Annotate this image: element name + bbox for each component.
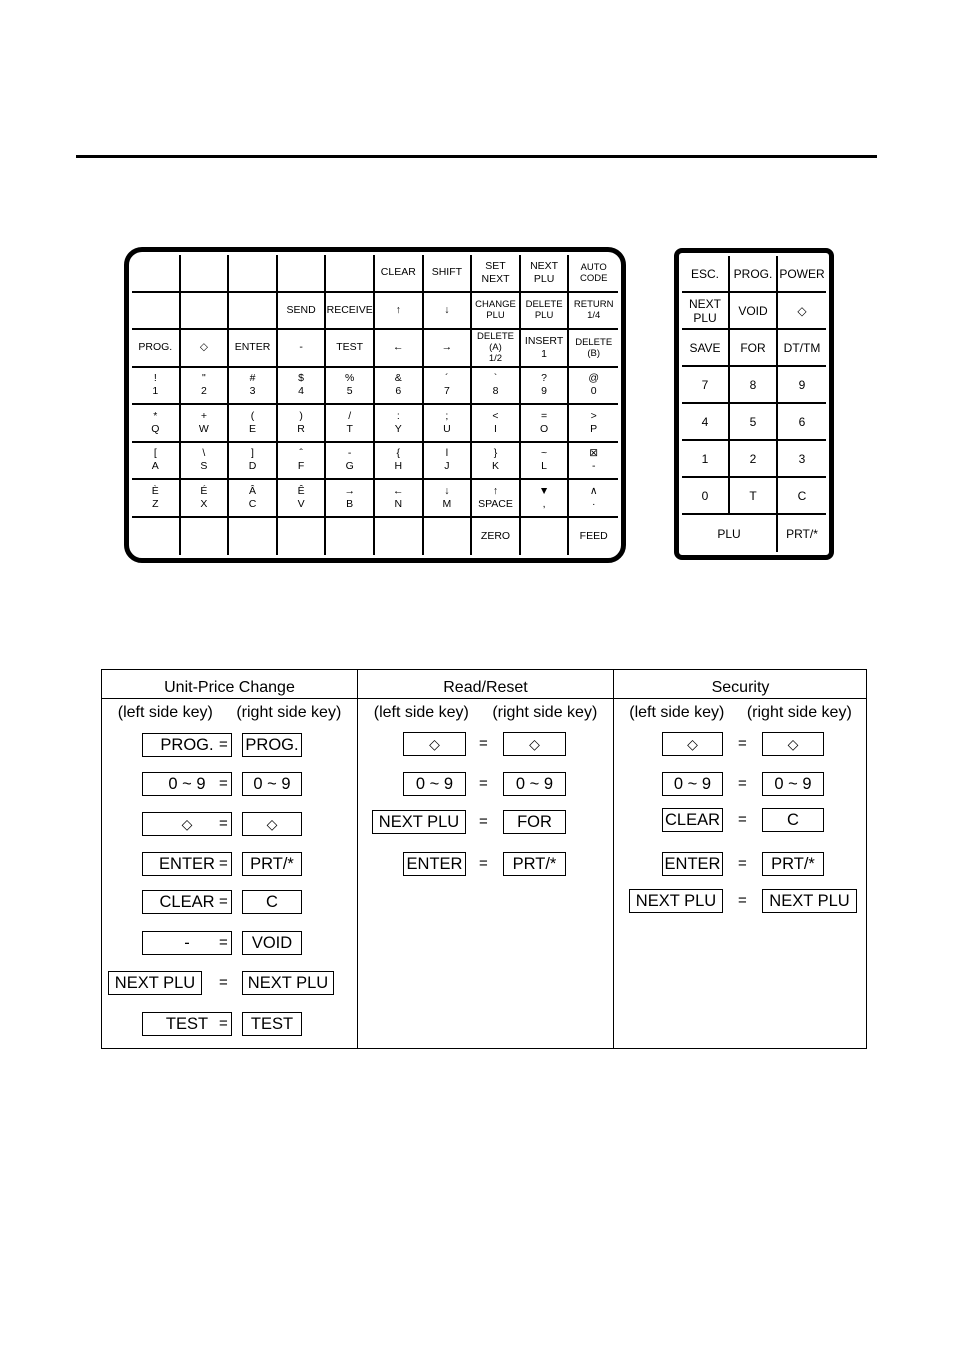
keyboard-key: É X: [181, 480, 230, 518]
keyboard-key: È Z: [132, 480, 181, 518]
column-subheader: [102, 704, 357, 722]
keyboard-key: SEND: [278, 293, 327, 331]
keyboard-key: ] D: [229, 443, 278, 481]
left-key-box: ENTER: [142, 852, 232, 876]
keyboard-key: \ S: [181, 443, 230, 481]
keyboard-key: ← N: [375, 480, 424, 518]
mapping-row: [358, 810, 613, 836]
keyboard-key: [424, 518, 473, 556]
keyboard-key: TEST: [326, 330, 375, 368]
keyboard-key: ` 8: [472, 368, 521, 406]
column-subheader: [614, 704, 867, 722]
keyboard-key: ↓ M: [424, 480, 473, 518]
left-key-box: CLEAR: [142, 890, 232, 914]
left-key-box: -: [142, 931, 232, 955]
left-key-box: 0 ~ 9: [142, 772, 232, 796]
keyboard-key: INSERT 1: [521, 330, 570, 368]
main-keyboard: [124, 247, 626, 563]
keyboard-key: $ 4: [278, 368, 327, 406]
keypad-key: 4: [682, 404, 730, 441]
keyboard-key: ▼ ,: [521, 480, 570, 518]
keyboard-key: ↓: [424, 293, 473, 331]
keyboard-key: ZERO: [472, 518, 521, 556]
left-key-box: ◇: [662, 732, 723, 756]
equals-sign: =: [479, 855, 488, 872]
keyboard-key: * Q: [132, 405, 181, 443]
equals-sign: =: [219, 1015, 228, 1032]
keyboard-key: CLEAR: [375, 255, 424, 293]
right-side-label: (right side key): [492, 704, 598, 721]
right-key-box: NEXT PLU: [762, 889, 857, 913]
left-key-box: ENTER: [662, 852, 723, 876]
mapping-row: [102, 812, 357, 838]
keyboard-key: < I: [472, 405, 521, 443]
right-key-box: 0 ~ 9: [242, 772, 302, 796]
equals-sign: =: [738, 811, 747, 828]
keyboard-key: ˆ F: [278, 443, 327, 481]
keyboard-key: PROG.: [132, 330, 181, 368]
right-key-box: ◇: [503, 732, 566, 756]
keypad-key: ESC.: [682, 256, 730, 293]
keypad-key: PROG.: [730, 256, 778, 293]
keyboard-key: NEXT PLU: [521, 255, 570, 293]
equals-sign: =: [219, 934, 228, 951]
right-key-box: PRT/*: [503, 852, 566, 876]
keyboard-key: DELETE (B): [569, 330, 618, 368]
column-title: Security: [614, 670, 867, 699]
keyboard-key: ENTER: [229, 330, 278, 368]
mapping-row: [614, 889, 867, 915]
equals-sign: =: [738, 735, 747, 752]
keyboard-key: → B: [326, 480, 375, 518]
keyboard-key: > P: [569, 405, 618, 443]
keyboard-key: →: [424, 330, 473, 368]
equals-sign: =: [219, 736, 228, 753]
keypad-key: PLU: [682, 515, 778, 552]
right-key-box: 0 ~ 9: [503, 772, 566, 796]
left-key-box: NEXT PLU: [629, 889, 723, 913]
equals-sign: =: [219, 775, 228, 792]
keyboard-key: FEED: [579, 529, 608, 542]
keyboard-key: # 3: [229, 368, 278, 406]
keyboard-key: [132, 518, 181, 556]
key-correspondence-table: [101, 669, 867, 1049]
right-key-box: TEST: [242, 1012, 302, 1036]
keypad-key: 0: [682, 478, 730, 515]
mapping-row: [614, 808, 867, 834]
keypad-key: ◇: [778, 293, 826, 330]
keyboard-key: [326, 255, 375, 293]
equals-sign: =: [219, 974, 228, 991]
numeric-keypad: [674, 248, 834, 560]
keyboard-key: ) R: [278, 405, 327, 443]
keypad-key: DT/TM: [778, 330, 826, 367]
keyboard-key: ( E: [229, 405, 278, 443]
numeric-keypad-grid: [682, 256, 826, 552]
keyboard-key: RETURN 1/4: [569, 293, 618, 331]
keyboard-key: ∧ ·: [569, 480, 618, 518]
keyboard-key: DELETE PLU: [521, 293, 570, 331]
left-key-box: PROG.: [142, 733, 232, 757]
mapping-row: [102, 733, 357, 759]
keypad-key: 6: [778, 404, 826, 441]
keyboard-key: RECEIVE: [326, 293, 375, 331]
keyboard-key: Ê V: [278, 480, 327, 518]
keyboard-key: + W: [181, 405, 230, 443]
keypad-key: NEXT PLU: [682, 293, 730, 330]
keyboard-key: " 2: [181, 368, 230, 406]
keyboard-key: [ A: [132, 443, 181, 481]
keyboard-key: ; U: [424, 405, 473, 443]
equals-sign: =: [738, 855, 747, 872]
column-subheader: [358, 704, 613, 722]
right-key-box: VOID: [242, 931, 302, 955]
column-unit-price-change: [102, 670, 357, 1048]
right-key-box: PRT/*: [242, 852, 302, 876]
keyboard-key: [521, 518, 570, 556]
keypad-key: 7: [682, 367, 730, 404]
left-key-box: NEXT PLU: [108, 971, 202, 995]
left-side-label: (left side key): [373, 704, 469, 721]
equals-sign: =: [219, 815, 228, 832]
keypad-key: 1: [682, 441, 730, 478]
keyboard-key: ◇: [181, 330, 230, 368]
right-key-box: PROG.: [242, 733, 302, 757]
right-key-box: PRT/*: [762, 852, 824, 876]
keypad-key: FOR: [730, 330, 778, 367]
keyboard-key: SHIFT: [424, 255, 473, 293]
mapping-row: [102, 1012, 357, 1038]
left-key-box: 0 ~ 9: [403, 772, 466, 796]
keyboard-key: DELETE (A) 1/2: [472, 330, 521, 368]
right-side-label: (right side key): [746, 704, 852, 721]
keyboard-key: { H: [375, 443, 424, 481]
mapping-row: [614, 732, 867, 758]
keyboard-key: ! 1: [132, 368, 181, 406]
keyboard-key: [132, 293, 181, 331]
mapping-row: [102, 931, 357, 957]
right-key-box: C: [762, 808, 824, 832]
equals-sign: =: [479, 775, 488, 792]
keypad-key: C: [778, 478, 826, 515]
main-keyboard-grid: [132, 255, 618, 555]
column-security: [613, 670, 867, 1048]
keypad-key: POWER: [778, 256, 826, 293]
keyboard-key: - G: [326, 443, 375, 481]
keyboard-key: [181, 255, 230, 293]
left-key-box: ◇: [142, 812, 232, 836]
right-key-box: ◇: [242, 812, 302, 836]
keyboard-key: SET NEXT: [472, 255, 521, 293]
keyboard-key: = O: [521, 405, 570, 443]
keyboard-key: ⊠ -: [569, 443, 618, 481]
mapping-row: [102, 971, 357, 997]
keyboard-key: ? 9: [521, 368, 570, 406]
column-read-reset: [357, 670, 613, 1048]
equals-sign: =: [219, 893, 228, 910]
keypad-key: SAVE: [682, 330, 730, 367]
left-key-box: NEXT PLU: [372, 810, 466, 834]
keyboard-key: ´ 7: [424, 368, 473, 406]
equals-sign: =: [738, 775, 747, 792]
keyboard-key: ↑ SPACE: [472, 480, 521, 518]
mapping-row: [358, 852, 613, 878]
left-key-box: TEST: [142, 1012, 232, 1036]
keypad-key: T: [730, 478, 778, 515]
keyboard-key: [181, 293, 230, 331]
left-key-box: ENTER: [403, 852, 466, 876]
mapping-row: [102, 852, 357, 878]
equals-sign: =: [738, 892, 747, 909]
left-side-label: (left side key): [117, 704, 213, 721]
keyboard-key: % 5: [326, 368, 375, 406]
mapping-row: [358, 772, 613, 798]
keyboard-key: & 6: [375, 368, 424, 406]
keyboard-key: / T: [326, 405, 375, 443]
keyboard-key: [229, 255, 278, 293]
keypad-key: VOID: [730, 293, 778, 330]
left-key-box: ◇: [403, 732, 466, 756]
header-rule: [76, 155, 877, 158]
keypad-key: 9: [778, 367, 826, 404]
right-key-box: 0 ~ 9: [762, 772, 824, 796]
keyboard-key: -: [278, 330, 327, 368]
keyboard-key: [375, 518, 424, 556]
mapping-row: [102, 772, 357, 798]
keyboard-key: ↑: [375, 293, 424, 331]
keypad-key: 5: [730, 404, 778, 441]
right-key-box: C: [242, 890, 302, 914]
keyboard-key: CHANGE PLU: [472, 293, 521, 331]
keyboard-key: ~ L: [521, 443, 570, 481]
keyboard-key: : Y: [375, 405, 424, 443]
right-key-box: ◇: [762, 732, 824, 756]
keypad-key: 2: [730, 441, 778, 478]
keyboard-key: [229, 293, 278, 331]
left-key-box: CLEAR: [662, 808, 723, 832]
keyboard-key: [278, 255, 327, 293]
keyboard-key: Â C: [229, 480, 278, 518]
keyboard-key: [326, 518, 375, 556]
left-key-box: 0 ~ 9: [662, 772, 723, 796]
keyboard-key: } K: [472, 443, 521, 481]
column-title: Read/Reset: [358, 670, 613, 699]
mapping-row: [358, 732, 613, 758]
right-key-box: NEXT PLU: [242, 971, 334, 995]
right-key-box: FOR: [503, 810, 566, 834]
mapping-row: [102, 890, 357, 916]
right-side-label: (right side key): [236, 704, 342, 721]
keyboard-key: ←: [375, 330, 424, 368]
equals-sign: =: [479, 813, 488, 830]
keypad-key: 3: [778, 441, 826, 478]
keyboard-key: [181, 518, 230, 556]
keyboard-key: [132, 255, 181, 293]
left-side-label: (left side key): [629, 704, 725, 721]
keyboard-key: AUTO CODE: [569, 255, 618, 293]
keyboard-key: @ 0: [569, 368, 618, 406]
equals-sign: =: [479, 735, 488, 752]
keyboard-key: [229, 518, 278, 556]
keyboard-key: l J: [424, 443, 473, 481]
keyboard-key: [278, 518, 327, 556]
mapping-row: [614, 772, 867, 798]
keypad-key: 8: [730, 367, 778, 404]
equals-sign: =: [219, 855, 228, 872]
column-title: Unit-Price Change: [102, 670, 357, 699]
keypad-key: PRT/*: [786, 526, 818, 541]
mapping-row: [614, 852, 867, 878]
